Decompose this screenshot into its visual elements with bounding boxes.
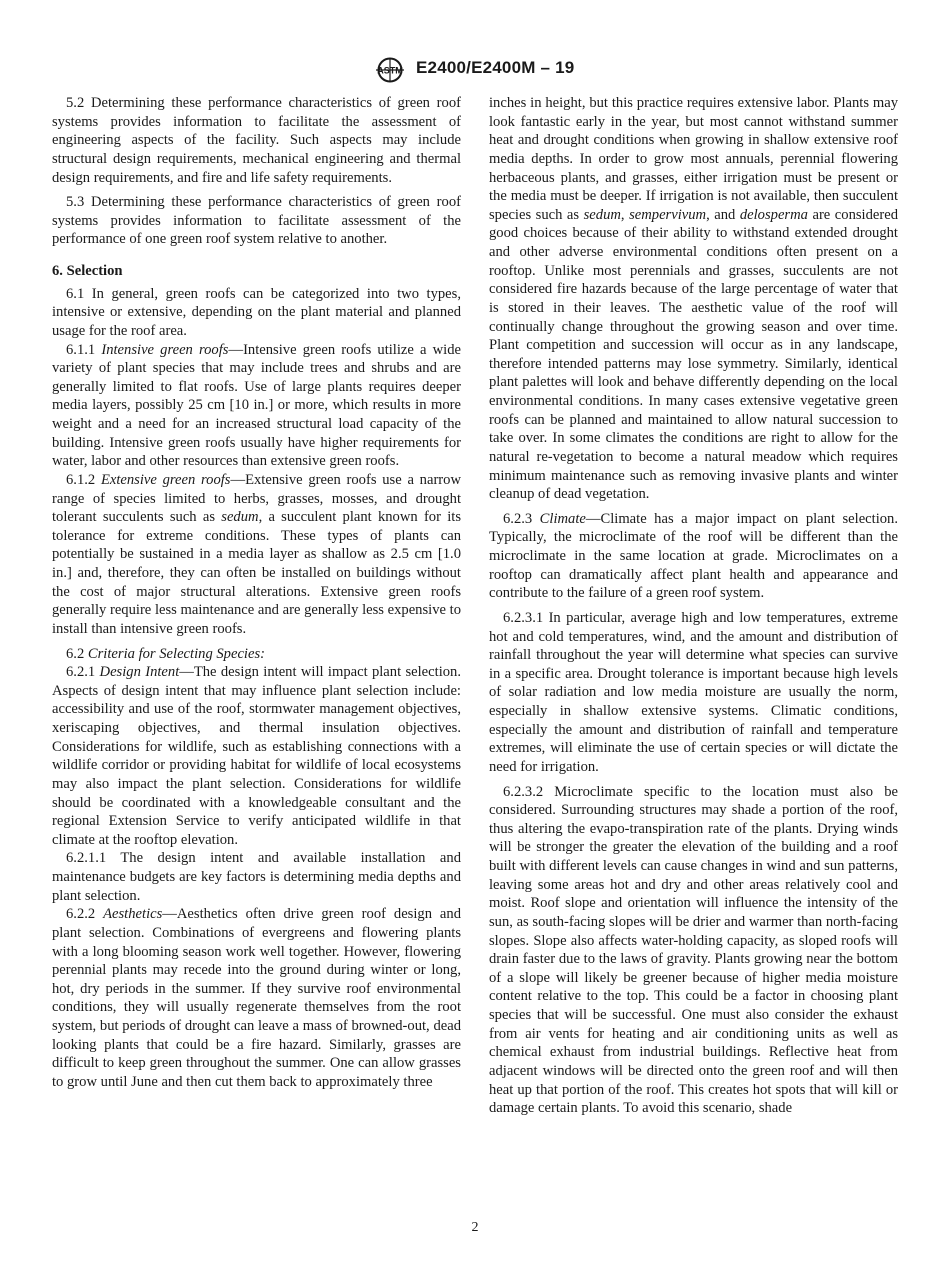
para-number: 6.1.2 <box>66 471 101 488</box>
species-name: sempervivum <box>629 206 707 223</box>
para-title: Criteria for Selecting Species: <box>87 645 266 662</box>
para-number: 6.2.2 <box>66 906 104 923</box>
page-number: 2 <box>471 1220 479 1235</box>
paragraph-6-2-2-continued <box>489 94 898 504</box>
paragraph-6-2-2 <box>52 905 461 1091</box>
para-title: Aesthetics <box>103 906 163 923</box>
right-column <box>489 94 898 1118</box>
para-title: Climate <box>539 510 586 527</box>
document-id: E2400/E2400M – 19 <box>416 58 575 77</box>
species-name: delosperma <box>739 206 808 223</box>
para-text: are considered good choices because of their ability to withstand extended drought and other adverse environmental conditions often present on a rooftop. Unlike most perennials and grasses, succulents are not considered fire hazards because of the large percentage of water that is stored in their leaves. The aesthetic value of the roof will continually change throughout the growing season and over time. Plant competition and succession will occur as in any landscape, therefore intended patterns may lose symmetry. Similarly, identical plant palettes will look and behave differently depending on the local environmental conditions. In many cases extensive vegetative green roofs can be planned and maintained to allow natural succession to take over. In some climates the conditions are right to allow for the natural re-vegetation to become a natural meadow which requires minimum maintenance such as removing invasive plants and winter cleanup of dead vegetation. <box>489 206 899 503</box>
para-text: —Intensive green roofs utilize a wide variety of plant species that may include trees and shrubs and are generally limited to flat roofs. Use of large plants requires deeper media layers, possibly 25 cm [10 in.] or more, which results in more weight and a need for an increased structural load capacity of the building. Intensive green roofs usually have higher requirements for water, labor and other resources than extensive green roofs. <box>52 341 462 470</box>
paragraph-6-2-3-2: 6.2.3.2 Microclimate specific to the location must also be considered. Surrounding structures may shade a portion of the roof, thus altering the evapo-transpiration rate of the plants. Drying winds will be stronger the greater the elevation of the building and a roof built with different levels can cause changes in wind and sun patterns, leaving some areas hot and dry and other areas relatively cool and moist. Roof slope and orientation will influence the intensity of the sun, as south-facing slopes will be drier and warmer than north-facing slopes. Slope also affects water-holding capacity, as sloped roofs will drain faster due to the laws of gravity. Plants growing near the bottom of a slope will likely be greener because of higher media moisture content relative to the top. This could be a factor in choosing plant species that will be successful. One must also consider the exhaust from air vents for heating and air conditioning units as well as chemical exhaust from industrial buildings. Reflective heat from adjacent windows will be directed onto the green roof and will then heat up that portion of the roof. This creates hot spots that will kill or damage certain plants. To avoid this scenario, shade <box>489 783 898 1117</box>
paragraph-6-1-2 <box>52 471 461 639</box>
astm-logo-text: ASTM <box>377 65 403 76</box>
para-text: —The design intent will impact plant selection. Aspects of design intent that may influence plant selection include: accessibility and use of the roof, stormwater management objectives, xeriscaping objectives, and thermal insulation objectives. Considerations for wildlife, such as establishing connections with a wildlife corridor or providing habitat for wildlife of local ecosystems may also impact the plant selection. Considerations for wildlife should be coordinated with a knowledgeable consultant and the regional Extension Service to verify anticipated wildlife in that climate at the rooftop elevation. <box>52 664 461 848</box>
para-number: 6.2 <box>66 645 88 662</box>
para-number: 6.2.3 <box>503 510 540 527</box>
paragraph-6-2-3-1: 6.2.3.1 In particular, average high and low temperatures, extreme hot and cold temperatures, wind, and the amount and distribution of rainfall throughout the year will determine what species can survive in a specific area. Drought tolerance is important because high levels of solar radiation and low media moisture are usually the norm, especially in shallow extensive systems. Climatic conditions, especially the amount and distribution of rainfall and temperature extremes, will eliminate the use of certain species or will dictate the need for irrigation. <box>489 609 898 775</box>
paragraph-6-2 <box>52 645 461 664</box>
para-text: , <box>620 206 630 223</box>
paragraph-6-1: 6.1 In general, green roofs can be categorized into two types, intensive or extensive, depending on the plant material and planned usage for the roof area. <box>52 285 461 339</box>
page-header <box>0 57 950 83</box>
species-name: sedum <box>221 509 259 526</box>
astm-logo-icon <box>372 57 408 83</box>
para-text: —Extensive green roofs use a narrow range of species limited to herbs, grasses, mosses, and drought tolerant succulents such as <box>52 471 461 526</box>
left-column <box>52 94 461 1092</box>
para-text: , and <box>706 206 740 223</box>
para-title: Intensive green roofs <box>101 341 229 358</box>
para-title: Design Intent <box>99 664 180 681</box>
paragraph-6-2-1 <box>52 663 461 849</box>
para-text: inches in height, but this practice requires extensive labor. Plants may look fantastic early in the year, but most cannot withstand summer heat and drought conditions when growing in shallow extensive roof media depths. In order to grow most annuals, perennial flowering herbaceous plants, and grasses, either irrigation must be present or the media must be deeper. If irrigation is not available, then succulent species such as <box>489 95 898 223</box>
species-name: sedum <box>583 206 621 223</box>
para-number: 6.1.1 <box>66 341 102 358</box>
para-text: —Aesthetics often drive green roof design and plant selection. Combinations of evergreens and flowering plants with a long blooming season work well together. However, flowering perennial plants may recede into the ground during winter or long, hot, dry periods in the summer. If they survive roof environmental conditions, they will usually regenerate themselves from the root system, but periods of drought can leave a mass of browned-out, dead looking plants that could be a fire hazard. Similarly, grasses are difficult to keep green throughout the summer. One can allow grasses to grow until June and then cut them back to approximately three <box>52 906 461 1090</box>
para-text: —Climate has a major impact on plant selection. Typically, the microclimate of the roof will be different than the microclimate in the same location at grade. Microclimates on a rooftop can dramatically affect plant health and appearance and contribute to the failure of a green roof system. <box>489 510 898 602</box>
para-title: Extensive green roofs <box>100 471 231 488</box>
para-text: , a succulent plant known for its tolerance for extreme conditions. These types of plants can potentially be sustained in a media layer as shallow as 2.5 cm [1.0 in.] and, therefore, they can often be installed on buildings without the cost of major structural alterations. Extensive green roofs generally require less maintenance and are generally less expensive to install than intensive green roofs. <box>52 509 461 637</box>
paragraph-6-2-3 <box>489 510 898 603</box>
paragraph-5-3: 5.3 Determining these performance characteristics of green roof systems provides information to facilitate assessment of the performance of one green roof system relative to another. <box>52 194 461 248</box>
paragraph-6-1-1 <box>52 341 461 471</box>
paragraph-6-2-1-1: 6.2.1.1 The design intent and available installation and maintenance budgets are key factors is determining media depths and plant selection. <box>52 850 461 904</box>
paragraph-5-2: 5.2 Determining these performance characteristics of green roof systems provides information to facilitate the assessment of engineering aspects of the facility. Such aspects may include structural design requirements, mechanical engineering and thermal design requirements, and fire and life safety requirements. <box>52 95 461 186</box>
para-number: 6.2.1 <box>66 664 100 681</box>
section-6-heading: 6. Selection <box>52 263 123 279</box>
